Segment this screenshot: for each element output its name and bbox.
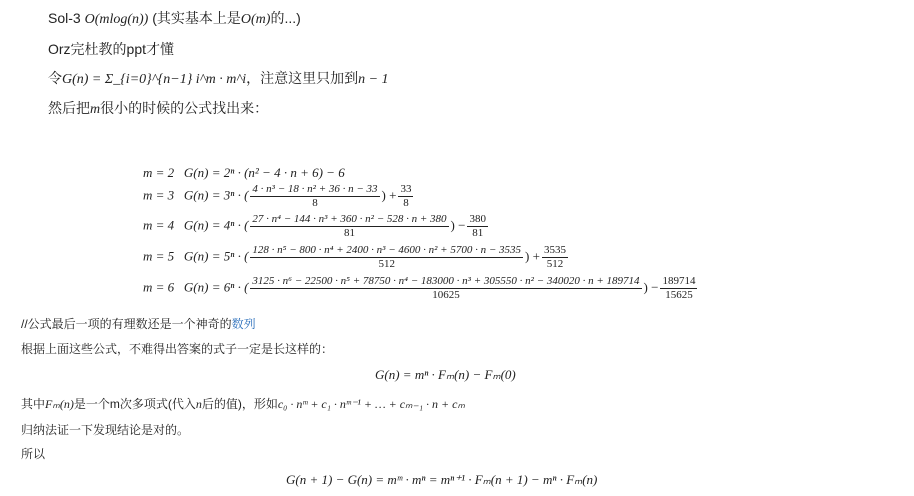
formula-mid: ) − bbox=[450, 217, 466, 233]
fraction bbox=[250, 214, 448, 239]
formula-difference bbox=[286, 472, 597, 488]
formula-rhs-pre: G(n) = 6ⁿ · ( bbox=[183, 279, 249, 295]
comment-text: //公式最后一项的有理数还是一个神奇的 bbox=[21, 317, 232, 331]
fraction bbox=[250, 184, 379, 209]
formula-mid: ) + bbox=[525, 248, 540, 264]
body-line-1: 根据上面这些公式，不难得出答案的式子一定是长这样的： bbox=[21, 342, 334, 356]
sol-title: Sol-3 bbox=[48, 10, 81, 26]
body-line-4: 所以 bbox=[21, 447, 46, 461]
formula-general-text: G(n) = mⁿ · Fₘ(n) − Fₘ(0) bbox=[375, 367, 516, 382]
sequence-link[interactable]: 数列 bbox=[231, 317, 256, 331]
intro-line2-var: n − 1 bbox=[358, 72, 389, 87]
sol-complexity: O(mlog(n)) bbox=[84, 12, 149, 27]
formula-m4 bbox=[143, 214, 490, 239]
fraction-denominator: 81 bbox=[343, 227, 355, 239]
formula-m5 bbox=[143, 245, 570, 270]
formula-m2 bbox=[143, 165, 345, 181]
fraction-numerator: 27 · n⁴ − 144 · n³ + 360 · n² − 528 · n + 380 bbox=[252, 213, 447, 225]
sol-note: (其实基本上是 bbox=[152, 10, 241, 26]
intro-line3-suffix: 很小的时候的公式找出来： bbox=[100, 100, 269, 116]
sol-heading bbox=[48, 8, 301, 28]
fraction bbox=[398, 184, 413, 209]
formula-lhs: m = 3 bbox=[143, 187, 175, 203]
formula-general bbox=[375, 367, 516, 383]
intro-line-3 bbox=[48, 98, 268, 118]
intro-line2-suffix: ，注意这里只加到 bbox=[246, 70, 359, 86]
body-line2-var: Fₘ(n) bbox=[45, 397, 74, 411]
body-line2-mid: 是一个m次多项式(代入 bbox=[73, 397, 196, 411]
sol-note-end: 的...) bbox=[270, 10, 301, 26]
formula-difference-text: G(n + 1) − G(n) = mᵐ · mⁿ = mⁿ⁺¹ · Fₘ(n + 1) − mⁿ · Fₘ(n) bbox=[286, 472, 598, 487]
fraction-numerator: 3125 · n⁶ − 22500 · n⁵ + 78750 · n⁴ − 183000 · n³ + 305550 · n² − 340020 · n + 189714 bbox=[252, 275, 640, 287]
intro-line3-var: m bbox=[90, 102, 101, 117]
fraction bbox=[250, 245, 523, 270]
comment-line bbox=[21, 315, 256, 332]
fraction-numerator: 4 · n³ − 18 · n² + 36 · n − 33 bbox=[252, 183, 378, 195]
body-line-3: 归纳法证一下发现结论是对的。 bbox=[21, 423, 190, 437]
formula-mid: ) − bbox=[643, 279, 659, 295]
fraction-denominator: 10625 bbox=[432, 289, 460, 301]
fraction bbox=[660, 276, 697, 301]
intro-line-1: Orz完杜教的ppt才懂 bbox=[48, 41, 175, 57]
body-line2-var2: n bbox=[195, 397, 202, 411]
fraction-numerator: 189714 bbox=[662, 275, 696, 287]
fraction bbox=[467, 214, 488, 239]
fraction-numerator: 380 bbox=[469, 213, 486, 225]
fraction-numerator: 3535 bbox=[543, 244, 566, 256]
fraction-denominator: 81 bbox=[472, 227, 484, 239]
formula-mid: ) + bbox=[381, 187, 397, 203]
sol-complexity2: O(m) bbox=[240, 12, 271, 27]
intro-line2-prefix: 令 bbox=[48, 70, 62, 86]
body-line2-poly: c₀ · nᵐ + c₁ · nᵐ⁻¹ + … + cₘ₋₁ · n + cₘ bbox=[277, 397, 465, 411]
fraction bbox=[250, 276, 641, 301]
formula-lhs: m = 2 bbox=[143, 165, 175, 180]
formula-rhs: G(n) = 2ⁿ · (n² − 4 · n + 6) − 6 bbox=[183, 165, 345, 180]
intro-line3-prefix: 然后把 bbox=[48, 100, 90, 116]
fraction-denominator: 512 bbox=[546, 258, 564, 270]
fraction bbox=[542, 245, 568, 270]
formula-lhs: m = 4 bbox=[143, 217, 175, 233]
fraction-numerator: 33 bbox=[400, 183, 412, 195]
formula-m6 bbox=[143, 276, 699, 301]
formula-lhs: m = 5 bbox=[143, 248, 175, 264]
intro-line-2 bbox=[48, 68, 389, 88]
formula-rhs-pre: G(n) = 4ⁿ · ( bbox=[183, 217, 249, 233]
fraction-numerator: 128 · n⁵ − 800 · n⁴ + 2400 · n³ − 4600 · n² + 5700 · n − 3535 bbox=[252, 244, 522, 256]
intro-line2-formula: G(n) = Σ_{i=0}^{n−1} i^m · m^i bbox=[62, 72, 247, 87]
formula-rhs-pre: G(n) = 3ⁿ · ( bbox=[183, 187, 249, 203]
formula-rhs-pre: G(n) = 5ⁿ · ( bbox=[183, 248, 249, 264]
fraction-denominator: 512 bbox=[378, 258, 395, 270]
fraction-denominator: 8 bbox=[403, 197, 409, 209]
fraction-denominator: 8 bbox=[312, 197, 318, 209]
body-line2-mid2: 后的值)，形如 bbox=[201, 397, 278, 411]
body-line-2 bbox=[21, 395, 465, 412]
fraction-denominator: 15625 bbox=[665, 289, 693, 301]
formula-lhs: m = 6 bbox=[143, 279, 175, 295]
body-line2-prefix: 其中 bbox=[21, 397, 46, 411]
formula-m3 bbox=[143, 184, 415, 209]
